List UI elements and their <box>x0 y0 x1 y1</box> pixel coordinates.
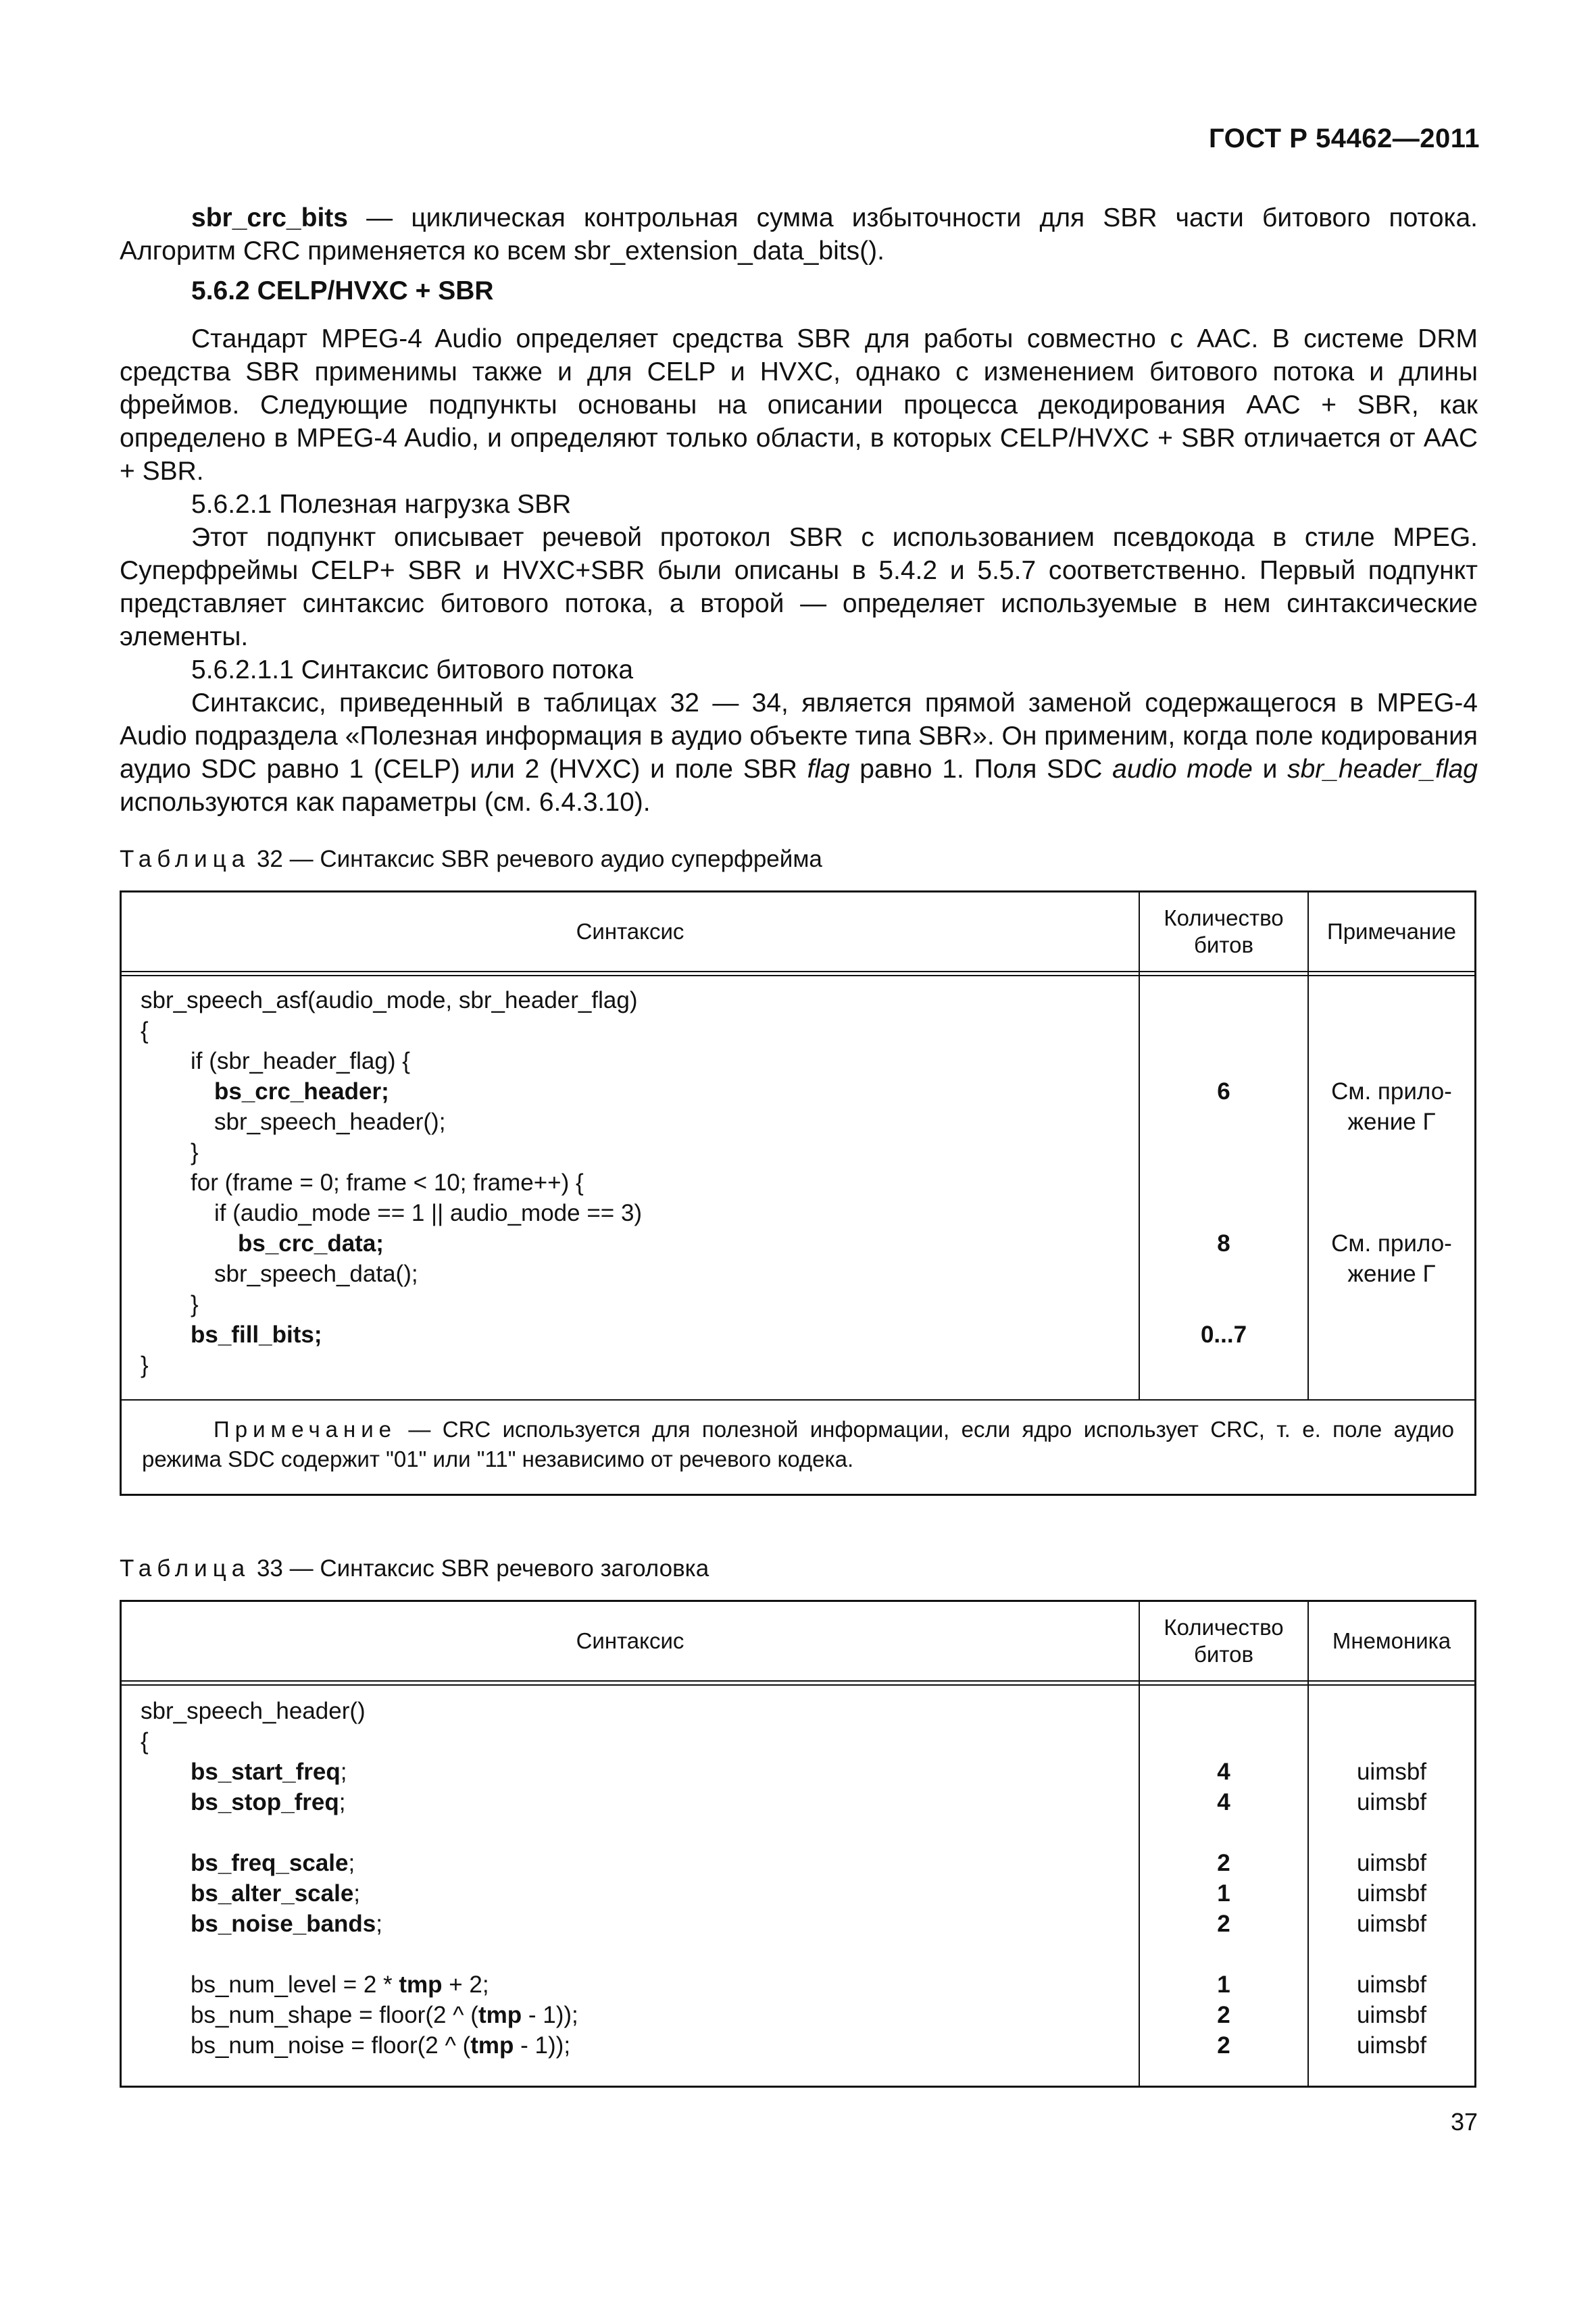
element-name: bs_start_freq <box>191 1759 341 1785</box>
element-name: bs_freq_scale <box>191 1850 349 1876</box>
code-line <box>191 2030 570 2061</box>
header-bits: Количество битов <box>1164 1615 1284 1667</box>
table33 <box>120 1600 1476 2088</box>
bits-value: 2 <box>1217 1911 1230 1937</box>
footnote-label: Примечание <box>214 1417 397 1442</box>
text-part: используются как параметры (см. 6.4.3.10). <box>120 788 651 817</box>
header-separator <box>122 971 1474 976</box>
term-sbr-crc-bits: sbr_crc_bits <box>191 203 348 232</box>
element-name: bs_noise_bands <box>191 1911 376 1937</box>
tmp-variable: tmp <box>478 2002 522 2028</box>
code-prefix: bs_num_shape = floor(2 ^ ( <box>191 2002 478 2028</box>
text-part: равно 1. Поля SDC <box>849 755 1113 784</box>
bits-value: 1 <box>1217 1971 1230 1998</box>
code-line: bs_fill_bits; <box>191 1322 322 1348</box>
code-suffix: ; <box>348 1850 355 1876</box>
italic-header-flag: sbr_header_flag <box>1287 755 1478 784</box>
code-line: if (audio_mode == 1 || audio_mode == 3) <box>214 1200 643 1226</box>
bits-value: 8 <box>1217 1230 1230 1257</box>
code-line: for (frame = 0; frame < 10; frame++) { <box>191 1169 584 1196</box>
element-name: bs_alter_scale <box>191 1880 354 1907</box>
note-cell: жение Г <box>1347 1261 1436 1287</box>
table33-caption <box>120 1554 709 1584</box>
mnemonic-value: uimsbf <box>1356 2032 1427 2059</box>
code-suffix: ; <box>339 1789 346 1815</box>
note-cell: жение Г <box>1347 1109 1436 1135</box>
code-line <box>191 1909 382 1939</box>
code-line: sbr_speech_header() <box>141 1698 366 1724</box>
code-suffix: - 1)); <box>522 2002 578 2028</box>
page-number: 37 <box>1450 2108 1478 2136</box>
code-line <box>191 1787 346 1817</box>
header-bits: Количество битов <box>1164 905 1284 957</box>
bits-value: 4 <box>1217 1789 1230 1815</box>
code-line: { <box>141 1728 149 1755</box>
code-line: bs_crc_data; <box>238 1230 384 1257</box>
code-line: bs_crc_header; <box>214 1078 389 1105</box>
mnemonic-value: uimsbf <box>1356 1880 1427 1907</box>
italic-audio-mode: audio mode <box>1112 755 1253 784</box>
text-part: и <box>1252 755 1288 784</box>
code-suffix: - 1)); <box>514 2032 571 2059</box>
footnote-separator <box>122 1399 1474 1401</box>
bits-value: 1 <box>1217 1880 1230 1907</box>
mnemonic-value: uimsbf <box>1356 1789 1427 1815</box>
header-syntax: Синтаксис <box>576 919 684 944</box>
paragraph-speech-protocol: Этот подпункт описывает речевой протокол SBR с использованием псевдокода в стиле MPEG. Суперфреймы CELP+ SBR и HVXC+SBR были описаны в 5.4.2 и 5.5.7 соответственно. Первый подпункт представляет синтаксис битового потока, а второй — определяет используемые в нем синтаксические элементы. <box>120 523 1478 651</box>
bits-value: 4 <box>1217 1759 1230 1785</box>
code-prefix: bs_num_noise = floor(2 ^ ( <box>191 2032 471 2059</box>
subsection-bitstream-syntax: 5.6.2.1.1 Синтаксис битового потока <box>191 655 634 684</box>
code-suffix: ; <box>340 1759 347 1785</box>
code-line <box>191 1848 355 1878</box>
caption-label: Таблица <box>120 1555 251 1582</box>
bits-value: 2 <box>1217 2002 1230 2028</box>
header-separator <box>122 1680 1474 1686</box>
table32-caption <box>120 845 822 874</box>
text-part: Синтаксис, приведенный в таблицах 32 — 34, является прямой заменой содержащегося в MPEG-4 Audio подраздела «Полезная информация в аудио объекте типа SBR». Он применим, когда поле кодирования аудио SDC равно 1 (CELP) или 2 (HVXC) и поле SBR <box>120 688 1478 784</box>
subsection-sbr-payload: 5.6.2.1 Полезная нагрузка SBR <box>191 490 572 519</box>
code-line: } <box>191 1291 199 1317</box>
code-line: } <box>141 1352 149 1378</box>
code-line: } <box>191 1139 199 1165</box>
mnemonic-value: uimsbf <box>1356 2002 1427 2028</box>
table32-footnote <box>122 1415 1474 1474</box>
code-line <box>191 1878 360 1909</box>
code-prefix: bs_num_level = 2 * <box>191 1971 399 1998</box>
bits-value: 2 <box>1217 2032 1230 2059</box>
tmp-variable: tmp <box>470 2032 514 2059</box>
body-text <box>120 201 1478 819</box>
mnemonic-value: uimsbf <box>1356 1759 1427 1785</box>
mnemonic-value: uimsbf <box>1356 1971 1427 1998</box>
code-suffix: + 2; <box>442 1971 489 1998</box>
definition-sbr-crc-bits: — циклическая контрольная сумма избыточности для SBR части битового потока. Алгоритм CRC применяется ко всем sbr_extension_data_bits(). <box>120 203 1478 266</box>
code-suffix: ; <box>353 1880 361 1907</box>
footnote-text: — CRC используется для полезной информации, если ядро использует CRC, т. е. поле аудио режима SDC содержит "01" или "11" независимо от речевого кодека. <box>142 1417 1454 1472</box>
section-heading: 5.6.2 CELP/HVXC + SBR <box>191 276 494 305</box>
header-mnemonic: Мнемоника <box>1332 1628 1451 1653</box>
header-note: Примечание <box>1326 919 1456 944</box>
caption-title: 33 — Синтаксис SBR речевого заголовка <box>250 1555 709 1582</box>
code-line: sbr_speech_header(); <box>214 1109 446 1135</box>
code-line: sbr_speech_data(); <box>214 1261 418 1287</box>
bits-value: 2 <box>1217 1850 1230 1876</box>
mnemonic-value: uimsbf <box>1356 1911 1427 1937</box>
paragraph-mpeg4-sbr: Стандарт MPEG-4 Audio определяет средства SBR для работы совместно с AAC. В системе DRM средства SBR применимы также и для CELP и HVXC, однако с изменением битового потока и длины фреймов. Следующие подпункты основаны на описании процесса декодирования AAC + SBR, как определено в MPEG-4 Audio, и определяют только области, в которых CELP/HVXC + SBR отличается от AAC + SBR. <box>120 324 1478 486</box>
code-line: if (sbr_header_flag) { <box>191 1048 410 1074</box>
code-line <box>191 2000 578 2030</box>
italic-flag: flag <box>807 755 850 784</box>
code-suffix: ; <box>376 1911 382 1937</box>
tmp-variable: tmp <box>399 1971 443 1998</box>
caption-title: 32 — Синтаксис SBR речевого аудио суперфрейма <box>250 846 822 872</box>
paragraph-syntax-replacement <box>120 686 1478 819</box>
document-standard-number: ГОСТ Р 54462—2011 <box>1209 124 1480 153</box>
caption-label: Таблица <box>120 846 251 872</box>
bits-value: 0...7 <box>1200 1322 1247 1348</box>
code-line: { <box>141 1017 149 1044</box>
mnemonic-value: uimsbf <box>1356 1850 1427 1876</box>
code-line <box>191 1969 489 2000</box>
header-syntax: Синтаксис <box>576 1628 684 1653</box>
table32 <box>120 890 1476 1496</box>
paragraph-sbr-crc-bits <box>120 201 1478 268</box>
element-name: bs_stop_freq <box>191 1789 339 1815</box>
bits-value: 6 <box>1217 1078 1230 1105</box>
note-cell: См. прило- <box>1331 1078 1452 1105</box>
code-line <box>191 1757 347 1787</box>
note-cell: См. прило- <box>1331 1230 1452 1257</box>
code-line: sbr_speech_asf(audio_mode, sbr_header_flag) <box>141 987 638 1013</box>
